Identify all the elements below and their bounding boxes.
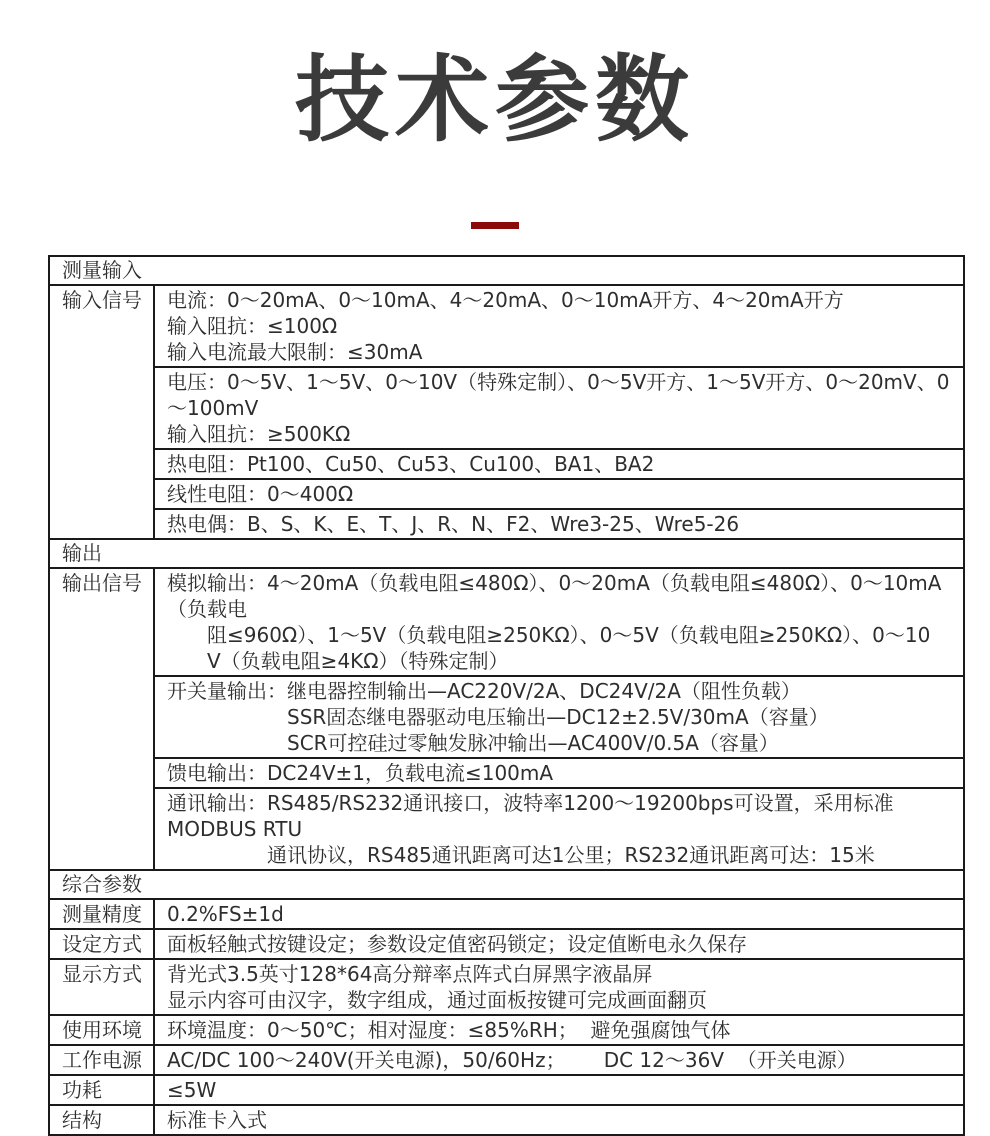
input-voltage-cell [154,367,964,449]
spec-line: 阻≤960Ω）、1～5V（负载电阻≥250KΩ）、0～5V（负载电阻≥250KΩ）、0～10 [207,623,931,648]
output-feed-cell [154,758,964,788]
input-current-cell [154,285,964,367]
table-row [49,788,964,870]
spec-line: V（负载电阻≥4KΩ）（特殊定制） [207,649,509,674]
section-header-measure-input: 测量输入 [49,256,964,285]
spec-line: 热电阻：Pt100、Cu50、Cu53、Cu100、BA1、BA2 [167,452,655,477]
param-label-output-signal: 输出信号 [49,568,154,870]
table-row [49,676,964,758]
output-switch-cell [154,676,964,758]
table-row [49,539,964,568]
table-row [49,568,964,676]
table-row [49,899,964,929]
param-label-environment: 使用环境 [49,1015,154,1045]
table-row [49,1015,964,1045]
output-comm-cell [154,788,964,870]
spec-line: SSR固态继电器驱动电压输出—DC12±2.5V/30mA（容量） [287,705,829,730]
param-value-accuracy [154,899,964,929]
spec-line: 0.2%FS±1d [167,902,284,927]
param-label-display: 显示方式 [49,959,154,1015]
table-row [49,1045,964,1075]
param-label-power-consumption: 功耗 [49,1075,154,1105]
output-analog-cell [154,568,964,676]
spec-line: 背光式3.5英寸128*64高分辩率点阵式白屏黑字液晶屏 [167,962,653,987]
spec-line: 热电偶：B、S、K、E、T、J、R、N、F2、Wre3-25、Wre5-26 [167,512,740,537]
table-row [49,929,964,959]
spec-line: 通讯输出：RS485/RS232通讯接口，波特率1200～19200bps可设置，采用标准MODBUS RTU [167,791,894,842]
param-value-structure [154,1105,964,1135]
table-row [49,959,964,1015]
spec-line: 线性电阻：0～400Ω [167,482,354,507]
spec-line: 输入阻抗：≥500KΩ [167,422,351,447]
table-row [49,479,964,509]
param-label-accuracy: 测量精度 [49,899,154,929]
param-label-setting: 设定方式 [49,929,154,959]
spec-line: AC/DC 100～240V(开关电源)，50/60Hz； DC 12～36V （开关电源） [167,1048,857,1073]
spec-line: 模拟输出：4～20mA（负载电阻≤480Ω）、0～20mA（负载电阻≤480Ω）、0～10mA（负载电 [167,571,942,622]
section-header-output: 输出 [49,539,964,568]
spec-line: 输入阻抗：≤100Ω [167,314,338,339]
param-label-structure: 结构 [49,1105,154,1135]
table-row [49,285,964,367]
table-row [49,367,964,449]
table-row [49,256,964,285]
param-value-display [154,959,964,1015]
spec-line: ≤5W [167,1078,217,1103]
spec-line: 环境温度：0～50℃；相对湿度：≤85%RH； 避免强腐蚀气体 [167,1018,731,1043]
table-row [49,509,964,539]
section-header-general: 综合参数 [49,870,964,899]
param-label-input-signal: 输入信号 [49,285,154,539]
table-row [49,870,964,899]
spec-line: 开关量输出：继电器控制输出—AC220V/2A、DC24V/2A（阻性负载） [167,679,801,704]
spec-line: 通讯协议，RS485通讯距离可达1公里；RS232通讯距离可达：15米 [267,843,875,868]
page-title: 技术参数 [294,46,695,155]
spec-line: 面板轻触式按键设定；参数设定值密码锁定；设定值断电永久保存 [167,932,747,957]
spec-line: SCR可控硅过零触发脉冲输出—AC400V/0.5A（容量） [287,731,779,756]
spec-table [48,255,965,1136]
input-thermocouple-cell [154,509,964,539]
spec-line: 电流：0～20mA、0～10mA、4～20mA、0～10mA开方、4～20mA开方 [167,288,844,313]
spec-line: 标准卡入式 [167,1108,267,1133]
table-row [49,449,964,479]
table-row [49,758,964,788]
param-value-environment [154,1015,964,1045]
param-value-power-supply [154,1045,964,1075]
page [0,40,990,1136]
input-rtd-cell [154,449,964,479]
table-row [49,1105,964,1135]
param-value-setting [154,929,964,959]
spec-line: 显示内容可由汉字，数字组成，通过面板按键可完成画面翻页 [167,988,707,1013]
spec-line: 电压：0～5V、1～5V、0～10V（特殊定制）、0～5V开方、1～5V开方、0～20mV、0～100mV [167,370,950,421]
spec-line: 输入电流最大限制：≤30mA [167,340,423,365]
input-linear-resistance-cell [154,479,964,509]
spec-line: 馈电输出：DC24V±1，负载电流≤100mA [167,761,554,786]
title-divider [471,222,519,229]
param-label-power-supply: 工作电源 [49,1045,154,1075]
